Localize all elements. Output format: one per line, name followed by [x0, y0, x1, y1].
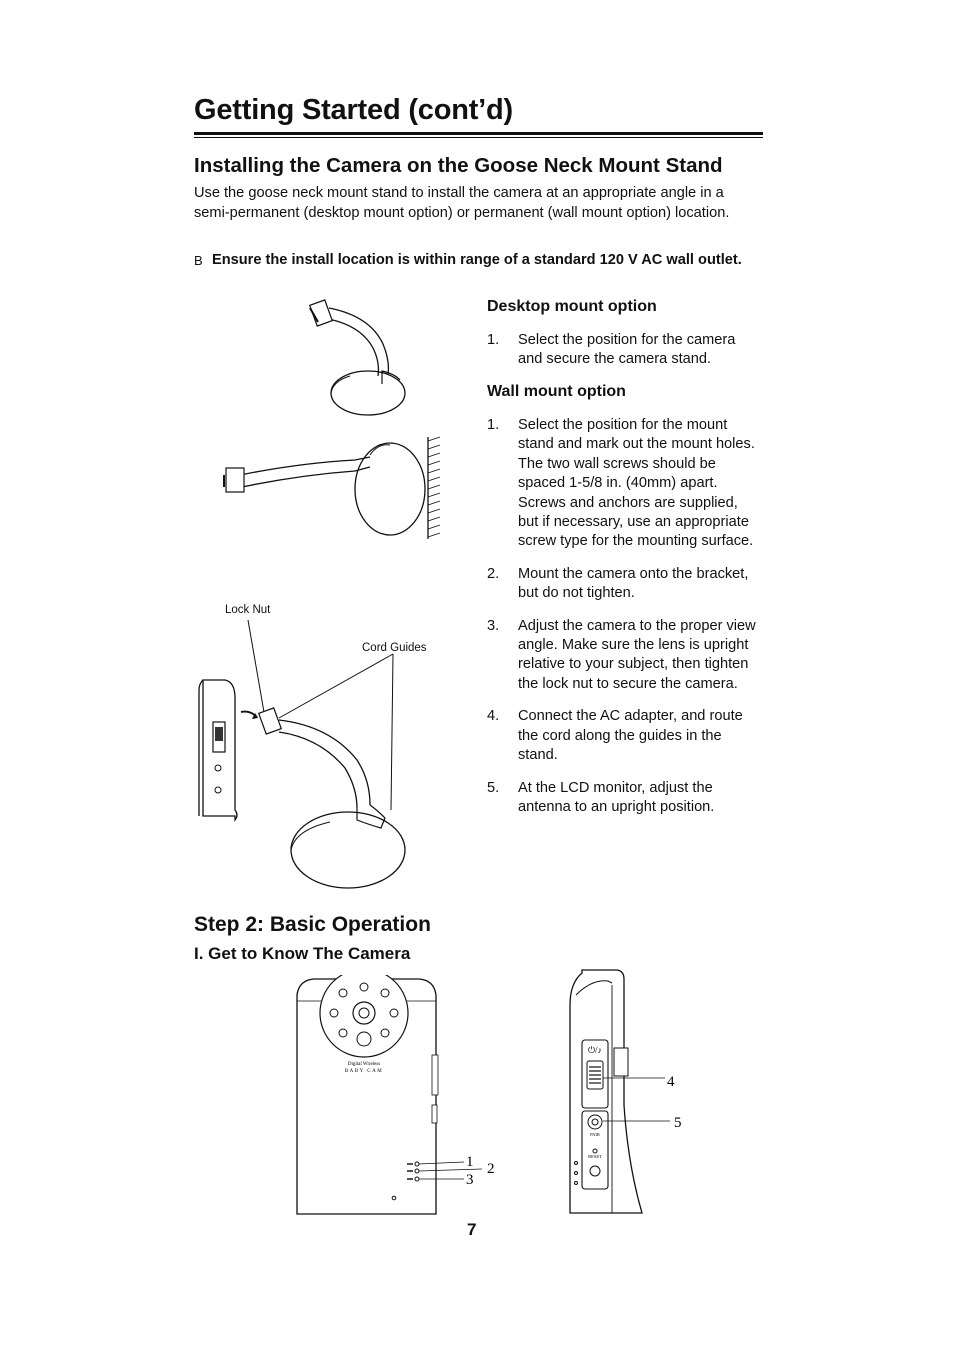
install-note: [194, 252, 760, 269]
camera-brand-line1: Digital Wireless: [347, 1062, 381, 1067]
pair-label: PAIR: [590, 1132, 600, 1137]
subheading-know-camera: I. Get to Know The Camera: [194, 944, 411, 963]
callout-3: 3: [466, 1172, 474, 1188]
list-item: 2. Mount the camera onto the bracket, but do not tighten.: [487, 565, 749, 602]
callout-1: 1: [466, 1154, 474, 1170]
list-item: 3. Adjust the camera to the proper view angle. Make sure the lens is upright relative to your subject, then tighten the lock nut to secure the camera.: [487, 617, 756, 692]
desktop-heading: Desktop mount option: [487, 298, 657, 315]
title-rule-thick: [194, 132, 763, 135]
power-switch-label: ⏻/♪: [587, 1045, 603, 1055]
reset-label: RESET: [588, 1154, 602, 1159]
section-heading-step2: Step 2: Basic Operation: [194, 913, 431, 936]
page-number: 7: [467, 1220, 477, 1239]
list-item: 5. At the LCD monitor, adjust the antenna to an upright position.: [487, 779, 715, 815]
page-title: Getting Started (cont’d): [194, 94, 514, 126]
list-item: 1. Select the position for the camera and secure the camera stand.: [487, 332, 736, 368]
camera-front-view: [294, 975, 504, 1217]
wall-steps: [487, 416, 762, 830]
cord-guides-label: Cord Guides: [362, 642, 427, 654]
title-rule-thin: [194, 137, 763, 138]
install-intro: Use the goose neck mount stand to install the camera at an appropriate angle in a semi-permanent (desktop mount option) or permanent (wall mount option) location.: [194, 185, 730, 221]
wall-mount-illustration: [220, 435, 445, 543]
callout-2: 2: [487, 1161, 495, 1177]
wall-heading: Wall mount option: [487, 383, 626, 400]
desktop-steps: [487, 331, 762, 383]
list-item: 4. Connect the AC adapter, and route the cord along the guides in the stand.: [487, 708, 743, 764]
note-text: Ensure the install location is within range of a standard 120 V AC wall outlet.: [212, 252, 742, 268]
camera-side-view: [562, 965, 697, 1217]
list-item: 1. Select the position for the mount stand and mark out the mount holes. The two wall screws should be spaced 1-5/8 in. (40mm) apart. Screws and anchors are supplied, but if necessary, use an appropriate screw type for the mounting surface.: [487, 417, 755, 550]
camera-brand-line2: BABY CAM: [344, 1069, 384, 1074]
section-heading-install: Installing the Camera on the Goose Neck Mount Stand: [194, 154, 723, 177]
callout-5: 5: [674, 1115, 682, 1131]
callout-4: 4: [667, 1074, 675, 1090]
desktop-mount-illustration: [300, 296, 430, 421]
note-bullet: B: [194, 253, 203, 268]
lock-nut-label: Lock Nut: [225, 604, 271, 616]
camera-on-stand-illustration: [195, 620, 415, 892]
